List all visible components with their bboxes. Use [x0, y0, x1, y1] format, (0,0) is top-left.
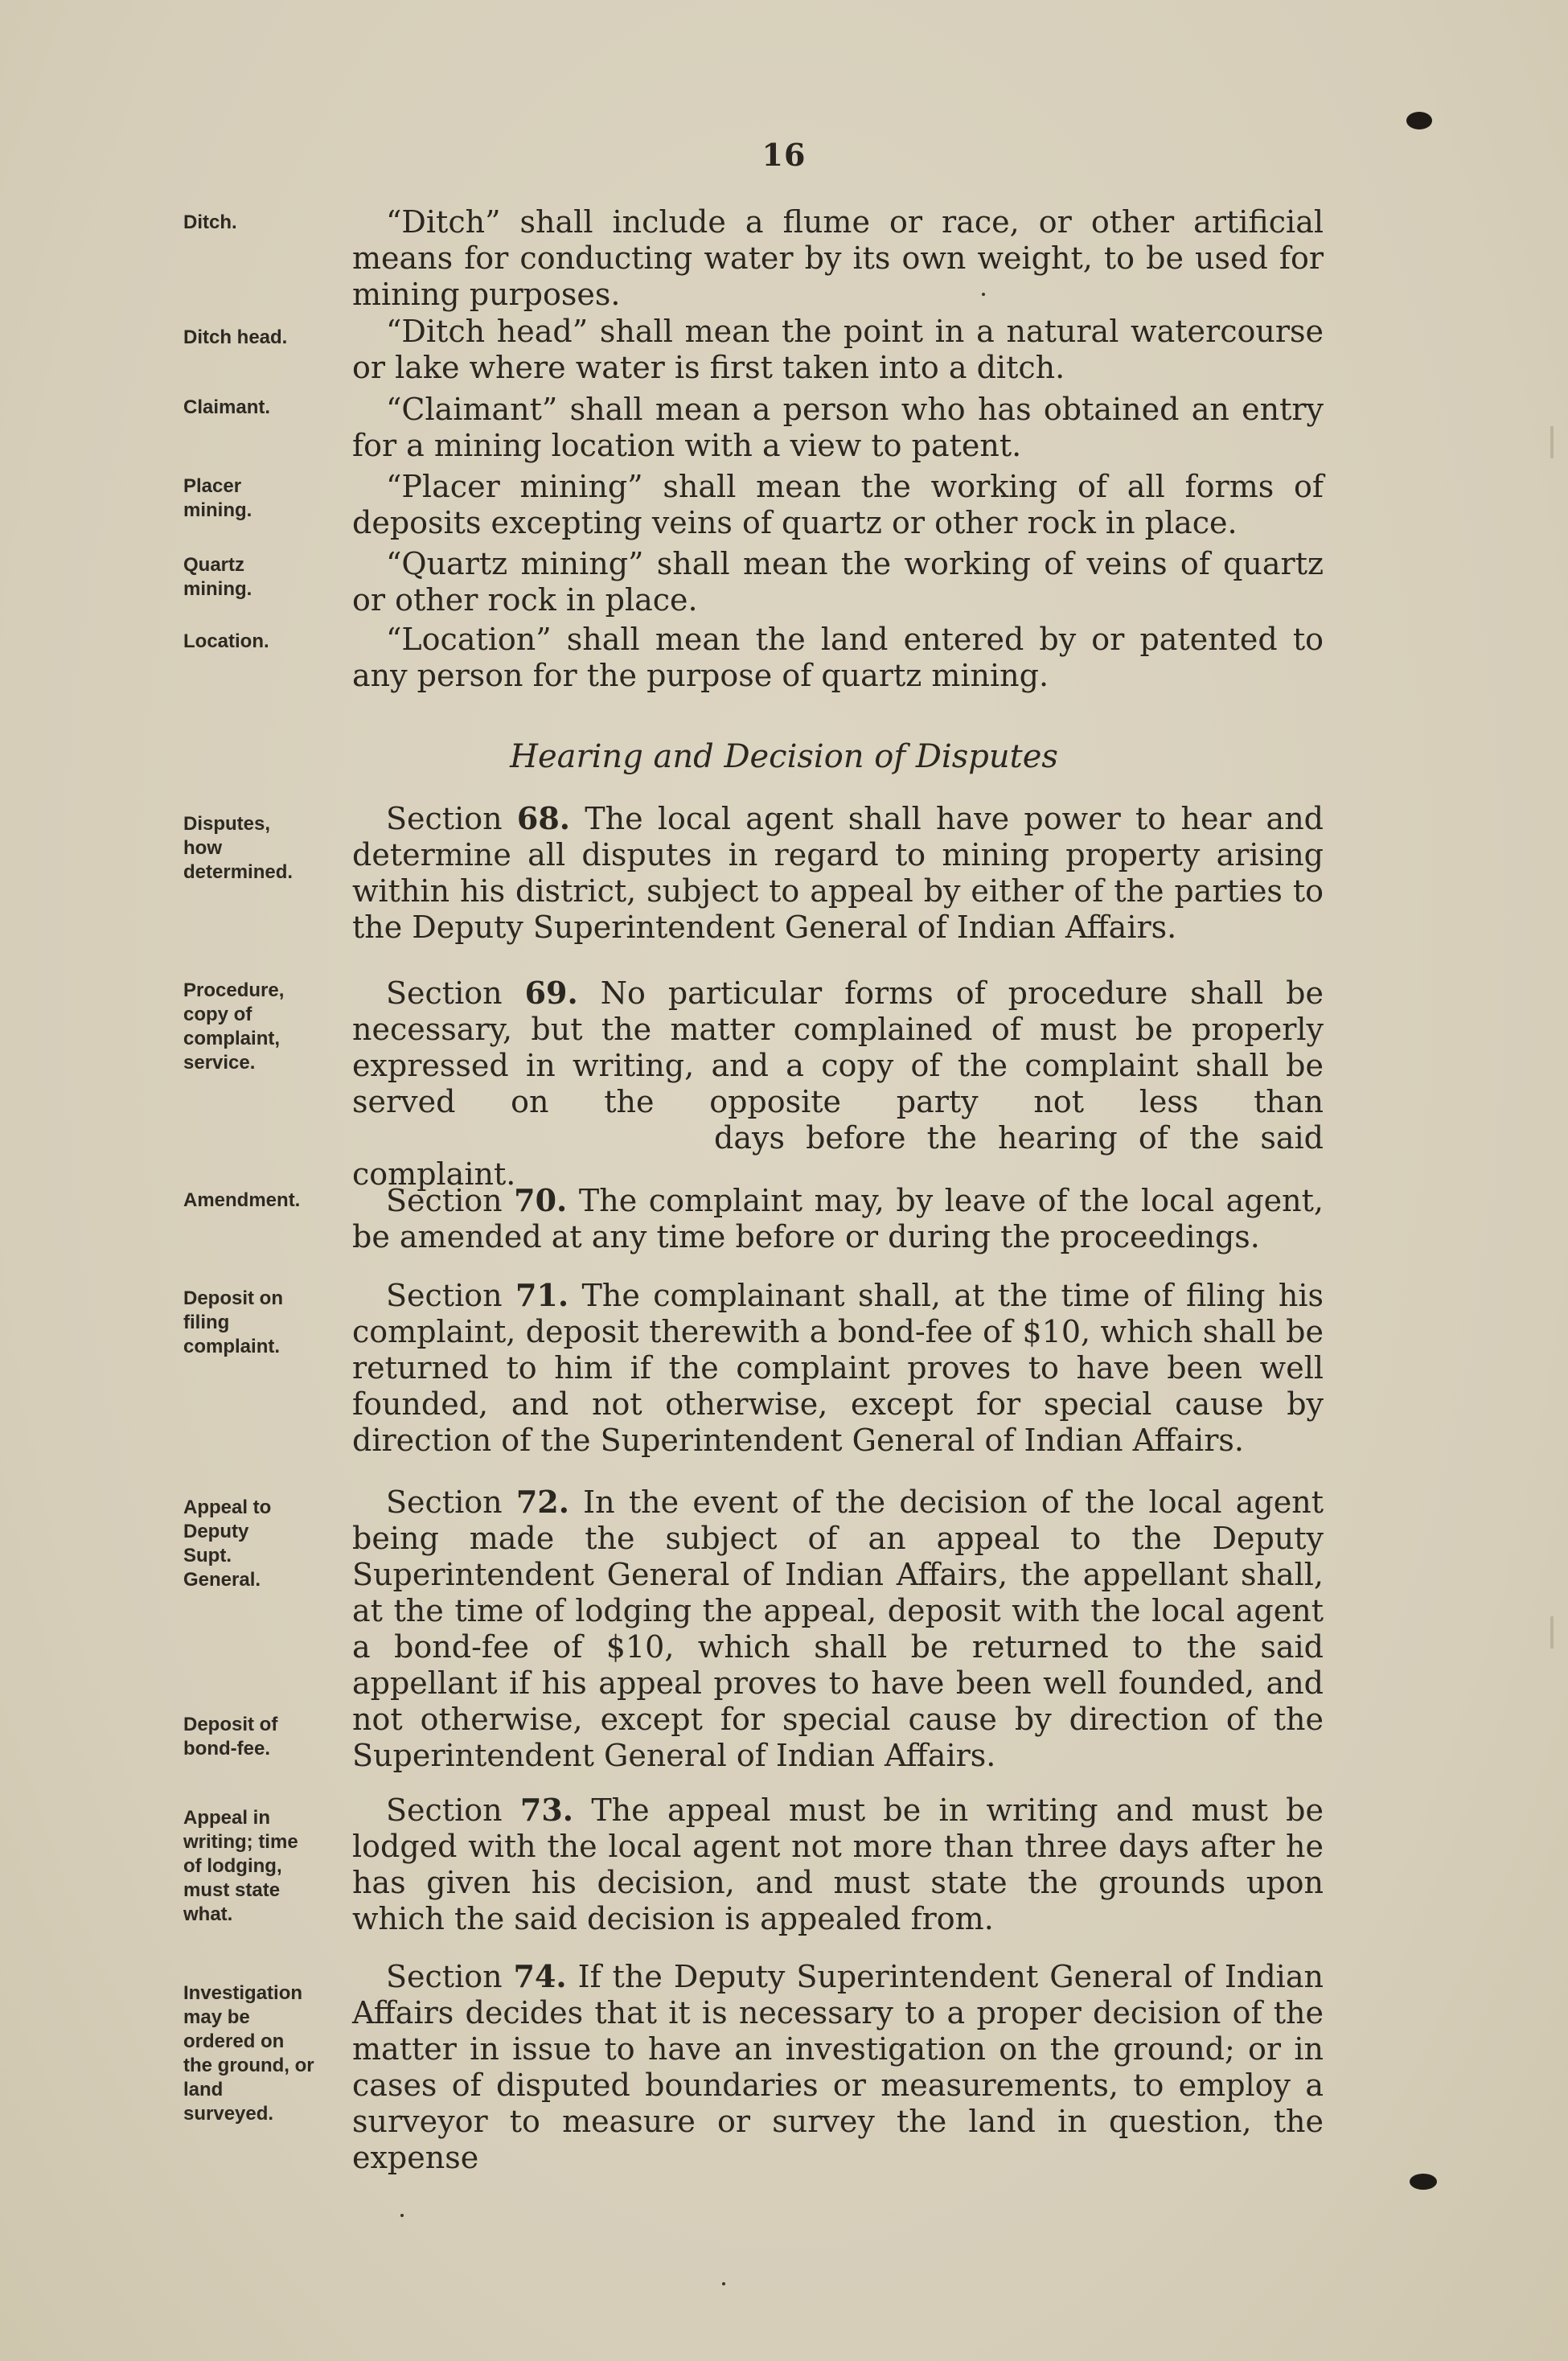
margin-note-procedure: Procedure, copy of complaint, service.	[183, 979, 285, 1074]
speck	[400, 2214, 404, 2217]
section-73	[352, 1792, 1324, 1937]
definition-placer-mining: “Placer mining” shall mean the working of all forms of deposits excepting veins of quartz or other rock in place.	[352, 469, 1324, 540]
definition-ditch: “Ditch” shall include a flume or race, or other artificial means for conducting water by its own weight, to be used for mining purposes.	[352, 204, 1324, 312]
section-69	[352, 975, 1324, 1193]
section-text: The local agent shall have power to hear and determine all disputes in regard to mining property arising within his district, subject to appeal by either of the parties to the Deputy Superintendent General of Indian Affairs.	[352, 801, 1324, 945]
section-label: Section	[386, 975, 503, 1011]
margin-note-appeal-writing: Appeal in writing; time of lodging, must state what.	[183, 1807, 298, 1925]
margin-note-claimant: Claimant.	[183, 396, 271, 418]
margin-note-deposit-bond: Deposit of bond-fee.	[183, 1714, 278, 1759]
margin-note-location: Location.	[183, 630, 269, 652]
section-74	[352, 1958, 1324, 2176]
definition-ditch-head: “Ditch head” shall mean the point in a natural watercourse or lake where water is first taken into a ditch.	[352, 314, 1324, 385]
edge-mark	[1550, 426, 1554, 458]
section-number: 73.	[519, 1792, 574, 1828]
section-label: Section	[386, 1278, 503, 1313]
section-number: 68.	[516, 800, 570, 836]
section-heading: Hearing and Decision of Disputes	[510, 738, 1058, 775]
margin-note-amendment: Amendment.	[183, 1189, 301, 1211]
section-label: Section	[386, 1959, 503, 1994]
section-number: 70.	[514, 1182, 568, 1218]
section-text: If the Deputy Superintendent General of Indian Affairs decides that it is necessary to a proper decision of the matter in issue to have an investigation on the ground; or in cases of disputed boundaries or measurements, to employ a surveyor to measure or survey the land in question, the expense	[352, 1959, 1324, 2175]
section-number: 74.	[513, 1958, 567, 1994]
ink-blot-bottom-right	[1410, 2174, 1437, 2190]
section-text: The complainant shall, at the time of filing his complaint, deposit therewith a bond-fee of $10, which shall be returned to him if the complaint proves to have been well founded, and not otherwise, except for special cause by direction of the Superintendent General of Indian Affairs.	[352, 1278, 1324, 1458]
section-number: 72.	[515, 1484, 569, 1520]
section-label: Section	[386, 1792, 503, 1828]
definition-location: “Location” shall mean the land entered by or patented to any person for the purpose of quartz mining.	[352, 622, 1324, 693]
section-text: The complaint may, by leave of the local agent, be amended at any time before or during the proceedings.	[352, 1183, 1324, 1254]
definition-claimant: “Claimant” shall mean a person who has obtained an entry for a mining location with a view to patent.	[352, 392, 1324, 463]
section-label: Section	[386, 1484, 503, 1520]
margin-note-placer-mining: Placer mining.	[183, 475, 252, 521]
section-text: In the event of the decision of the local agent being made the subject of an appeal to the Deputy Superintendent General of Indian Affairs, the appellant shall, at the time of lodging the appeal, deposit with the local agent a bond-fee of $10, which shall be returned to the said appellant if his appeal proves to have been well founded, and not otherwise, except for special cause by direction of the Superintendent General of Indian Affairs.	[352, 1484, 1324, 1773]
section-68	[352, 800, 1324, 946]
margin-note-deposit-filing: Deposit on filing complaint.	[183, 1287, 283, 1357]
ink-blot-top-right	[1406, 112, 1432, 129]
section-71	[352, 1277, 1324, 1459]
margin-note-ditch-head: Ditch head.	[183, 326, 288, 348]
section-72	[352, 1484, 1324, 1774]
margin-note-disputes: Disputes, how determined.	[183, 813, 293, 883]
section-label: Section	[386, 1183, 503, 1218]
margin-note-appeal-deputy: Appeal to Deputy Supt. General.	[183, 1497, 272, 1591]
margin-note-ditch: Ditch.	[183, 211, 237, 233]
section-number: 71.	[515, 1277, 569, 1313]
section-text-before-blank: No particular forms of procedure shall be necessary, but the matter complained of must be properly expressed in writing, and a copy of the complaint shall be served on the opposite party not less than	[352, 975, 1324, 1119]
section-70	[352, 1182, 1324, 1255]
section-number: 69.	[524, 975, 578, 1011]
section-text-after-blank: days before the hearing of the said complaint.	[352, 1120, 1324, 1192]
page-number: 16	[761, 137, 807, 173]
margin-note-investigation: Investigation may be ordered on the ground, or land surveyed.	[183, 1982, 314, 2125]
section-text: The appeal must be in writing and must be lodged with the local agent not more than three days after he has given his decision, and must state the grounds upon which the said decision is appealed from.	[352, 1792, 1324, 1936]
edge-mark	[1550, 1616, 1554, 1649]
speck	[722, 2282, 725, 2285]
section-label: Section	[386, 801, 503, 836]
margin-note-quartz-mining: Quartz mining.	[183, 554, 252, 600]
definition-quartz-mining: “Quartz mining” shall mean the working of veins of quartz or other rock in place.	[352, 546, 1324, 618]
